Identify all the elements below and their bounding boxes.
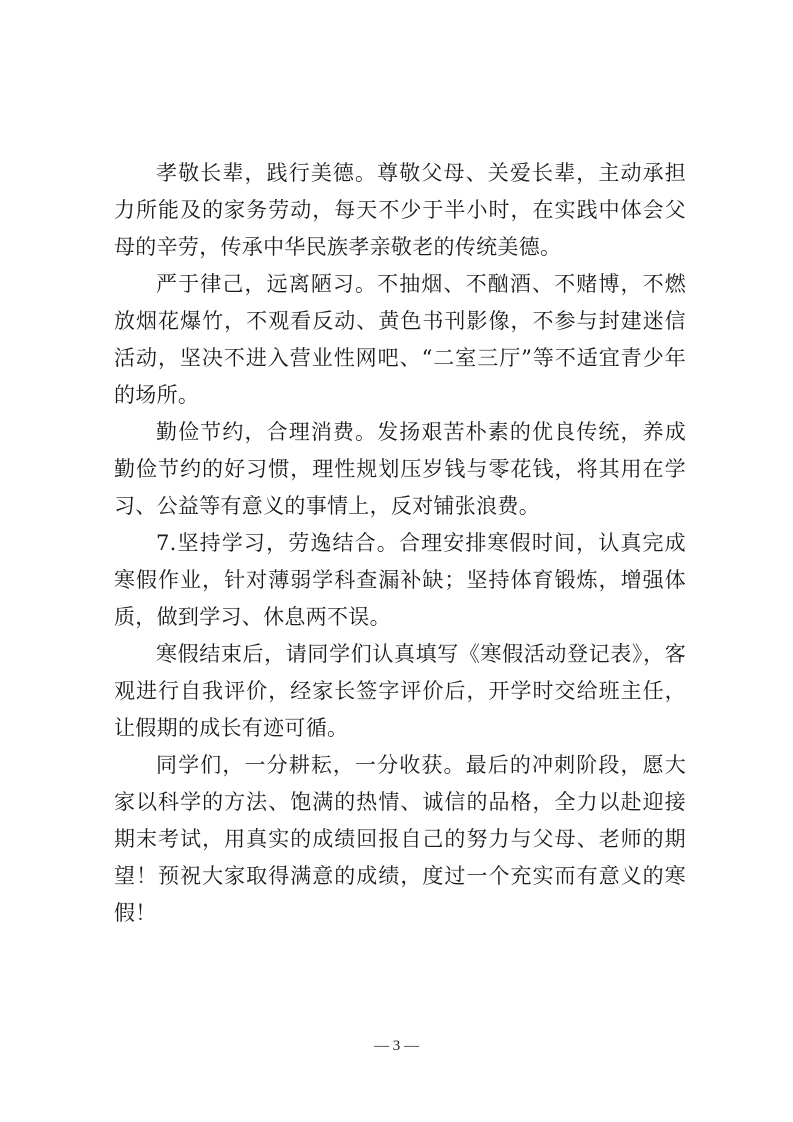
paragraph-study-rest: 7.坚持学习，劳逸结合。合理安排寒假时间，认真完成寒假作业，针对薄弱学科查漏补缺；坚持体育锻炼，增强体质，做到学习、休息两不误。 [114,531,686,629]
page-number: — 3 — [374,1038,419,1054]
paragraph-registration-form: 寒假结束后，请同学们认真填写《寒假活动登记表》，客观进行自我评价，经家长签字评价后，开学时交给班主任，让假期的成长有迹可循。 [114,642,686,740]
paragraph-frugality: 勤俭节约，合理消费。发扬艰苦朴素的优良传统，养成勤俭节约的好习惯，理性规划压岁钱与零花钱，将其用在学习、公益等有意义的事情上，反对铺张浪费。 [114,420,686,518]
paragraph-closing: 同学们，一分耕耘，一分收获。最后的冲刺阶段，愿大家以科学的方法、饱满的热情、诚信的品格，全力以赴迎接期末考试，用真实的成绩回报自己的努力与父母、老师的期望！预祝大家取得满意的成绩，度过一个充实而有意义的寒假！ [114,753,686,925]
paragraph-respect-elders: 孝敬长辈，践行美德。尊敬父母、关爱长辈，主动承担力所能及的家务劳动，每天不少于半小时，在实践中体会父母的辛劳，传承中华民族孝亲敬老的传统美德。 [114,161,686,259]
body-text [114,155,686,932]
paragraph-self-discipline: 严于律己，远离陋习。不抽烟、不酗酒、不赌博，不燃放烟花爆竹，不观看反动、黄色书刊影像，不参与封建迷信活动，坚决不进入营业性网吧、“二室三厅”等不适宜青少年的场所。 [114,272,686,407]
